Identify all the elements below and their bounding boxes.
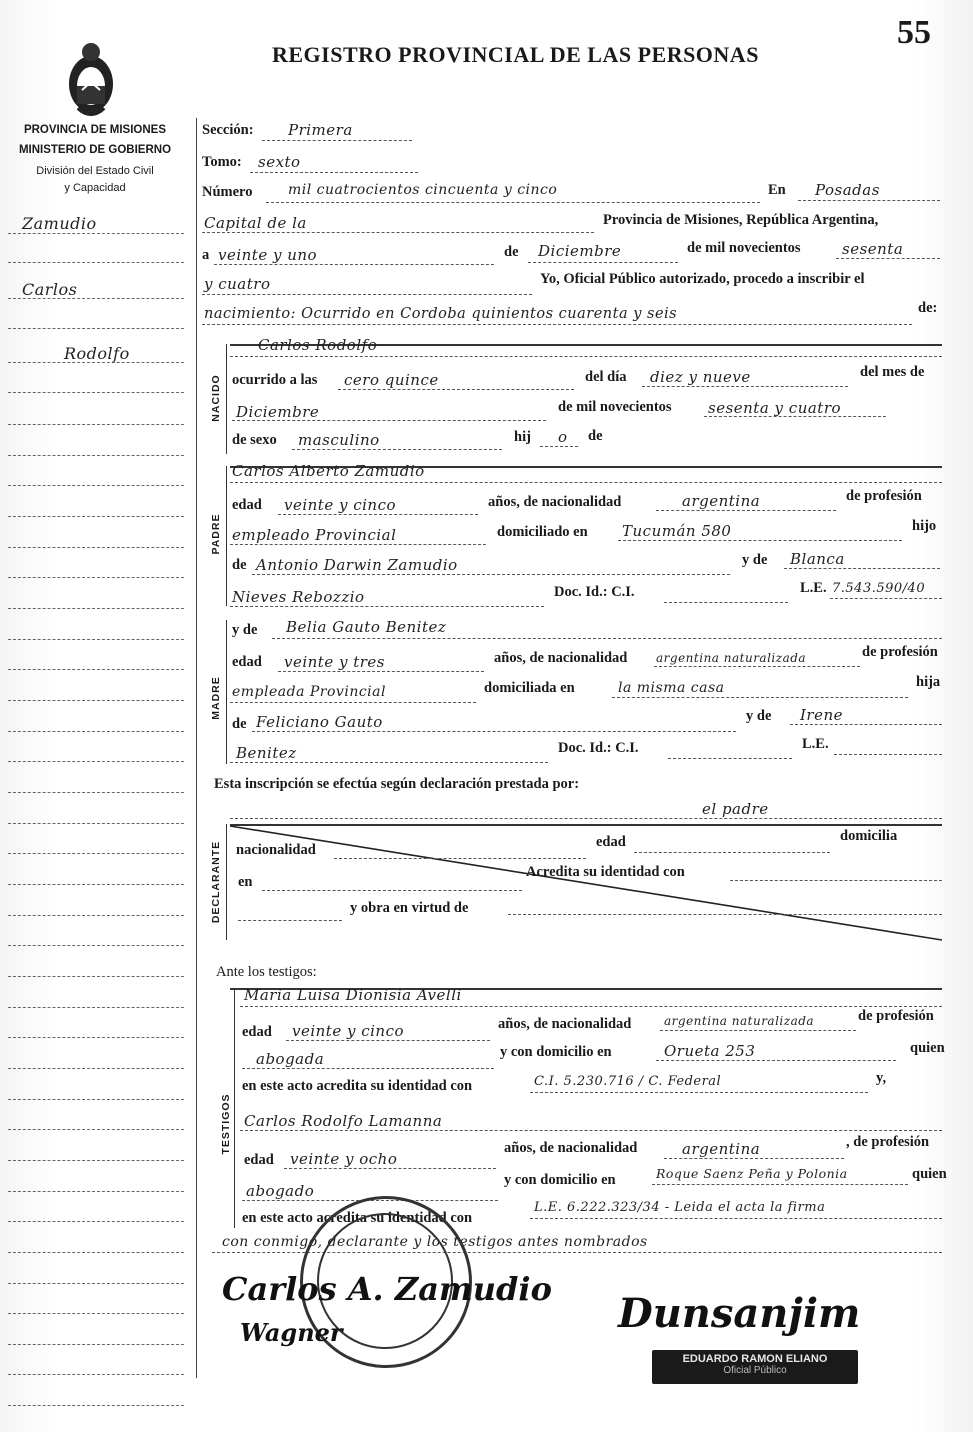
declarante-acredita-label: Acredita su identidad con — [526, 864, 685, 880]
testigo2-dom: Roque Saenz Peña y Polonia — [656, 1166, 848, 1181]
padre-label: PADRE — [210, 513, 222, 555]
padre-abuela: Blanca — [790, 550, 845, 568]
madre-prof-label: de profesión — [862, 644, 938, 660]
dia-value: diez y nueve — [650, 368, 751, 386]
madre-abuela: Irene — [800, 706, 844, 724]
testigo1-edad-label: edad — [242, 1024, 272, 1040]
testigo1-edad: veinte y cinco — [292, 1022, 405, 1040]
capital-value: Capital de la — [204, 214, 307, 232]
testigo1-quien: quien — [910, 1040, 945, 1056]
left-header-division: División del Estado Civil — [36, 165, 154, 177]
acta-cierre: con conmigo, declarante y los testigos antes nombrados — [222, 1234, 648, 1250]
testigo2-edad: veinte y ocho — [290, 1150, 398, 1168]
madre-doc-label: Doc. Id.: C.I. — [558, 740, 639, 756]
padre-nac-value: argentina — [682, 492, 761, 510]
acto-value: nacimiento: Ocurrido en Cordoba quinientos cuarenta y seis — [204, 306, 678, 322]
madre-yde-label: y de — [232, 622, 258, 638]
testigos-label: TESTIGOS — [220, 1093, 232, 1155]
mes-label: del mes de — [860, 364, 925, 380]
page-number: 55 — [897, 14, 931, 51]
numero-value: mil cuatrocientos cincuenta y cinco — [288, 182, 558, 198]
testigo2-nac: argentina — [682, 1140, 761, 1158]
nacido-label: NACIDO — [210, 374, 222, 422]
madre-nac-label: años, de nacionalidad — [494, 650, 628, 666]
madre-nac-value: argentina naturalizada — [656, 651, 807, 665]
testigo2-acredita-label: en este acto acredita su identidad con — [242, 1210, 473, 1226]
testigo1-nombre: Maria Luisa Dionisia Avelli — [244, 986, 462, 1004]
declarante-label: DECLARANTE — [210, 840, 222, 924]
provincia-text: Provincia de Misiones, República Argentina, — [603, 212, 879, 228]
oficial-text: Yo, Oficial Público autorizado, procedo a inscribir el — [540, 271, 865, 287]
signature-father: Carlos A. Zamudio — [222, 1270, 552, 1308]
padre-dom-label: domiciliado en — [497, 524, 588, 540]
padre-edad-label: edad — [232, 497, 262, 513]
testigo1-y: y, — [876, 1070, 887, 1086]
testigo2-prof: abogado — [246, 1182, 315, 1200]
madre-abuela-2: Benitez — [236, 744, 297, 762]
padre-le-value: 7.543.590/40 — [832, 581, 926, 596]
padre-bracket — [226, 466, 227, 606]
declarante-strike-line — [230, 824, 942, 944]
padre-nombre: Carlos Alberto Zamudio — [232, 462, 425, 480]
padre-prof-value: empleado Provincial — [232, 526, 397, 544]
numero-label: Número — [202, 184, 253, 200]
padre-abuela-2: Nieves Rebozzio — [232, 588, 365, 606]
signature-official: Dunsanjim — [618, 1290, 861, 1337]
seccion-label: Sección: — [202, 122, 254, 138]
tomo-label: Tomo: — [202, 154, 242, 170]
signature-witness: Wagner — [240, 1318, 343, 1347]
padre-abuelo: Antonio Darwin Zamudio — [256, 556, 458, 574]
padre-doc-label: Doc. Id.: C.I. — [554, 584, 635, 600]
padre-dom-value: Tucumán 580 — [622, 522, 732, 540]
mes-value: Diciembre — [236, 403, 320, 421]
testigo1-dom: Orueta 253 — [664, 1042, 756, 1060]
anio-value: sesenta — [842, 240, 904, 258]
padre-hijo-label: hijo — [912, 518, 937, 534]
a-value: veinte y uno — [218, 246, 318, 264]
madre-bracket — [226, 620, 227, 764]
document-title: REGISTRO PROVINCIAL DE LAS PERSONAS — [272, 42, 759, 67]
testigo2-nac-label: años, de nacionalidad — [504, 1140, 638, 1156]
testigo1-nac-label: años, de nacionalidad — [498, 1016, 632, 1032]
anio-value-2: y cuatro — [204, 275, 271, 293]
madre-dom-value: la misma casa — [618, 680, 725, 696]
anio-text: de mil novecientos — [687, 240, 801, 256]
en-value: Posadas — [815, 181, 880, 199]
declaracion-value: el padre — [702, 800, 769, 818]
testigo1-prof-label: de profesión — [858, 1008, 934, 1024]
hora-value: cero quince — [344, 371, 439, 389]
madre-yde2-label: y de — [746, 708, 772, 724]
nacido-bracket — [226, 344, 227, 454]
declaracion-text: Esta inscripción se efectúa según declaración prestada por: — [214, 776, 580, 792]
tomo-value: sexto — [258, 153, 301, 171]
nacido-de-label: de — [588, 428, 603, 444]
padre-le-label: L.E. — [800, 580, 827, 596]
margin-second-name: Rodolfo — [64, 344, 130, 363]
madre-de-label: de — [232, 716, 247, 732]
left-header-capacity: y Capacidad — [64, 182, 126, 194]
testigo1-acredita-label: en este acto acredita su identidad con — [242, 1078, 473, 1094]
testigo1-prof: abogada — [256, 1050, 325, 1068]
padre-nac-label: años, de nacionalidad — [488, 494, 622, 510]
testigo2-doc: L.E. 6.222.323/34 - Leida el acta la firma — [534, 1200, 826, 1215]
madre-abuelo: Feliciano Gauto — [256, 713, 383, 731]
madre-hija-label: hija — [916, 674, 941, 690]
testigo2-prof-label: , de profesión — [846, 1134, 930, 1150]
a-label: a — [202, 247, 210, 263]
declarante-edad-label: edad — [596, 834, 626, 850]
argentina-coat-of-arms-icon — [60, 38, 122, 118]
padre-prof-label: de profesión — [846, 488, 922, 504]
left-header-ministry: MINISTERIO DE GOBIERNO — [18, 144, 172, 156]
de-label: de — [504, 244, 519, 260]
testigo1-doc: C.I. 5.230.716 / C. Federal — [534, 1074, 722, 1089]
official-stamp — [652, 1350, 858, 1384]
testigo2-edad-label: edad — [244, 1152, 274, 1168]
nacido-anio-value: sesenta y cuatro — [708, 399, 842, 417]
declarante-nac-label: nacionalidad — [236, 842, 316, 858]
nacido-anio-label: de mil novecientos — [558, 399, 672, 415]
en-label: En — [768, 182, 786, 198]
sexo-value: masculino — [298, 431, 380, 449]
ocurrido-label: ocurrido a las — [232, 372, 318, 388]
dia-label: del día — [585, 369, 627, 385]
left-header-province: PROVINCIA DE MISIONES — [23, 124, 167, 136]
madre-nombre: Belia Gauto Benitez — [286, 618, 447, 636]
declarante-virtud-label: y obra en virtud de — [350, 900, 469, 916]
sexo-label: de sexo — [232, 432, 277, 448]
testigo2-quien: quien — [912, 1166, 947, 1182]
madre-edad-label: edad — [232, 654, 262, 670]
margin-first-name: Carlos — [22, 280, 78, 299]
hij-value: o — [558, 428, 568, 446]
madre-dom-label: domiciliada en — [484, 680, 575, 696]
testigos-ante: Ante los testigos: — [216, 964, 317, 980]
madre-label: MADRE — [210, 676, 222, 720]
testigos-bracket — [234, 988, 235, 1228]
testigo1-nac: argentina naturalizada — [664, 1014, 815, 1028]
madre-edad-value: veinte y tres — [284, 653, 385, 671]
nacido-nombre: Carlos Rodolfo — [258, 336, 378, 354]
padre-edad-value: veinte y cinco — [284, 496, 397, 514]
declarante-bracket — [226, 824, 227, 940]
margin-surname: Zamudio — [22, 214, 97, 233]
madre-le-label: L.E. — [802, 736, 829, 752]
testigo2-dom-label: y con domicilio en — [504, 1172, 616, 1188]
column-divider — [196, 118, 197, 1378]
testigo2-nombre: Carlos Rodolfo Lamanna — [244, 1112, 443, 1130]
declarante-en-label: en — [238, 874, 253, 890]
official-stamp-name: EDUARDO RAMON ELIANO — [682, 1353, 828, 1365]
de-end: de: — [918, 300, 938, 316]
padre-yde-label: y de — [742, 552, 768, 568]
seccion-value: Primera — [288, 121, 353, 139]
hij-label: hij — [514, 429, 531, 445]
testigo1-dom-label: y con domicilio en — [500, 1044, 612, 1060]
official-stamp-title: Oficial Público — [723, 1365, 787, 1376]
padre-de-label: de — [232, 557, 247, 573]
madre-prof-value: empleada Provincial — [232, 684, 386, 700]
declarante-dom-label: domicilia — [840, 828, 898, 844]
de-value: Diciembre — [538, 242, 622, 260]
